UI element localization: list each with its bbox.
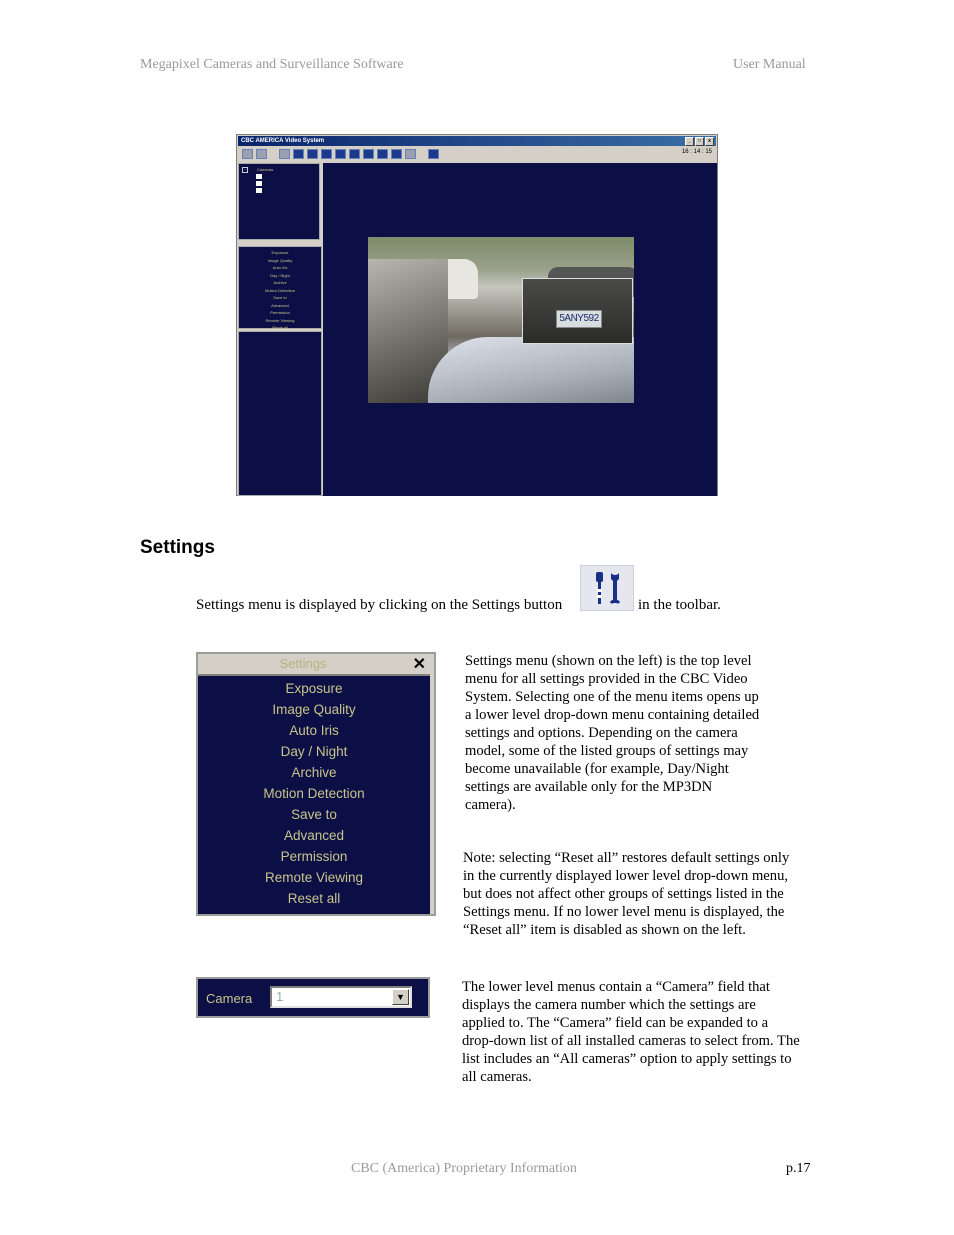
mini-menu-item[interactable]: Motion Detection — [264, 287, 295, 293]
maximize-icon[interactable]: □ — [695, 137, 704, 146]
settings-menu-item[interactable]: Image Quality — [272, 702, 356, 717]
settings-tool-icon[interactable] — [256, 149, 267, 159]
app-screenshot — [236, 134, 718, 496]
settings-menu-item[interactable]: Remote Viewing — [264, 870, 364, 885]
section-heading: Settings — [140, 537, 215, 558]
settings-button-image — [580, 565, 634, 611]
camera-field-panel — [196, 977, 430, 1018]
settings-menu-header — [198, 654, 430, 676]
layout-2-icon[interactable] — [293, 149, 304, 159]
mini-menu-item[interactable]: Remote Viewing — [265, 317, 295, 323]
camera-node-icon[interactable] — [256, 188, 262, 193]
page-number: p.17 — [786, 1161, 811, 1176]
mini-menu-item[interactable]: Exposure — [271, 250, 289, 255]
paragraph-camera-field: The lower level menus contain a “Camera” field that displays the camera number which the settings are applied to. The “Camera” field can be expanded to a drop-down list of all installed cameras to select from. The list includes an “All cameras” option to apply settings to all cameras. — [462, 979, 800, 1085]
layout-10-icon[interactable] — [349, 149, 360, 159]
user-icon[interactable] — [405, 149, 416, 159]
settings-menu-item[interactable]: Reset all — [287, 891, 341, 906]
header-right: User Manual — [733, 57, 806, 72]
mini-menu-item[interactable]: Permission — [270, 310, 290, 315]
camera-node-icon[interactable] — [256, 181, 262, 186]
mini-menu-item[interactable]: Image Quality — [267, 257, 293, 263]
clock-display: 16 : 14 : 15 — [681, 149, 712, 155]
tree-collapse-icon[interactable]: - — [242, 167, 248, 173]
camera-select-value: 1 — [276, 989, 284, 1004]
settings-menu-item[interactable]: Motion Detection — [263, 786, 365, 801]
mini-menu-item[interactable]: Archive — [273, 280, 287, 285]
camera-tree-panel — [238, 163, 320, 240]
settings-menu-item[interactable]: Save to — [291, 807, 337, 822]
layout-full-icon[interactable] — [391, 149, 402, 159]
settings-menu-item[interactable]: Permission — [280, 849, 348, 864]
close-icon[interactable]: x — [705, 137, 714, 146]
minimize-icon[interactable]: _ — [685, 137, 694, 146]
layout-4-icon[interactable] — [307, 149, 318, 159]
video-display-area — [323, 163, 717, 496]
license-plate: 5ANY592 — [556, 310, 602, 328]
mini-menu-item[interactable]: Reset all — [272, 325, 288, 330]
mini-settings-menu — [238, 246, 322, 329]
app-title-bar — [238, 136, 716, 146]
settings-menu-item[interactable]: Archive — [291, 765, 337, 780]
settings-menu-title: Settings — [279, 656, 327, 671]
close-icon[interactable]: ✕ — [412, 656, 426, 673]
settings-tools-icon — [587, 569, 627, 607]
paragraph-reset-note: Note: selecting “Reset all” restores default settings only in the currently displayed lower level drop-down menu, but does not affect other groups of settings listed in the Settings menu. If no lower level menu is displayed, the “Reset all” item is disabled as shown on the left. — [463, 850, 790, 938]
menu-scroll-edge — [430, 654, 434, 914]
zoom-inset-window[interactable] — [522, 278, 633, 344]
layout-16-icon[interactable] — [377, 149, 388, 159]
settings-menu-item[interactable]: Advanced — [283, 828, 345, 843]
layout-single-icon[interactable] — [279, 149, 290, 159]
camera-field-label: Camera — [206, 991, 253, 1006]
snapshot-camera-icon[interactable] — [428, 149, 439, 159]
settings-menu-panel — [196, 652, 436, 916]
settings-menu-item[interactable]: Day / Night — [280, 744, 348, 759]
camera-select[interactable] — [270, 986, 412, 1008]
lower-left-panel — [238, 331, 322, 496]
mini-menu-item[interactable]: Save to — [273, 295, 287, 300]
layout-6-icon[interactable] — [321, 149, 332, 159]
settings-menu-item[interactable]: Auto Iris — [289, 723, 339, 738]
intro-text: Settings menu is displayed by clicking on the Settings button — [196, 597, 563, 613]
app-window-title: CBC AMERICA Video System — [241, 138, 325, 144]
layout-9-icon[interactable] — [335, 149, 346, 159]
intro-text-end: in the toolbar. — [638, 597, 721, 613]
mini-menu-list — [239, 247, 321, 332]
window-buttons — [685, 137, 714, 146]
header-left: Megapixel Cameras and Surveillance Software — [140, 57, 404, 72]
camera-list-icon[interactable] — [242, 149, 253, 159]
app-toolbar — [238, 146, 716, 162]
mini-menu-item[interactable]: Auto Iris — [272, 265, 288, 270]
paragraph-settings-menu: Settings menu (shown on the left) is the top level menu for all settings provided in the CBC Video System. Selecting one of the menu items opens up a lower level drop-down menu containing detailed settings and options. Depending on the camera model, some of the listed groups of settings may become unavailable (for example, Day/Night settings are available only for the MP3DN camera). — [465, 653, 760, 813]
settings-menu-item[interactable]: Exposure — [285, 681, 343, 696]
camera-video-feed[interactable] — [368, 237, 634, 403]
camera-node-icon[interactable] — [256, 174, 262, 179]
settings-menu-list — [198, 678, 430, 909]
foreground-car-hood — [428, 337, 634, 403]
layout-13-icon[interactable] — [363, 149, 374, 159]
tree-label: Cameras — [257, 167, 274, 172]
footer-center: CBC (America) Proprietary Information — [351, 1161, 577, 1176]
mini-menu-item[interactable]: Advanced — [271, 302, 289, 308]
chevron-down-icon[interactable]: ▼ — [392, 989, 409, 1005]
mini-menu-item[interactable]: Day / Night — [270, 272, 290, 278]
